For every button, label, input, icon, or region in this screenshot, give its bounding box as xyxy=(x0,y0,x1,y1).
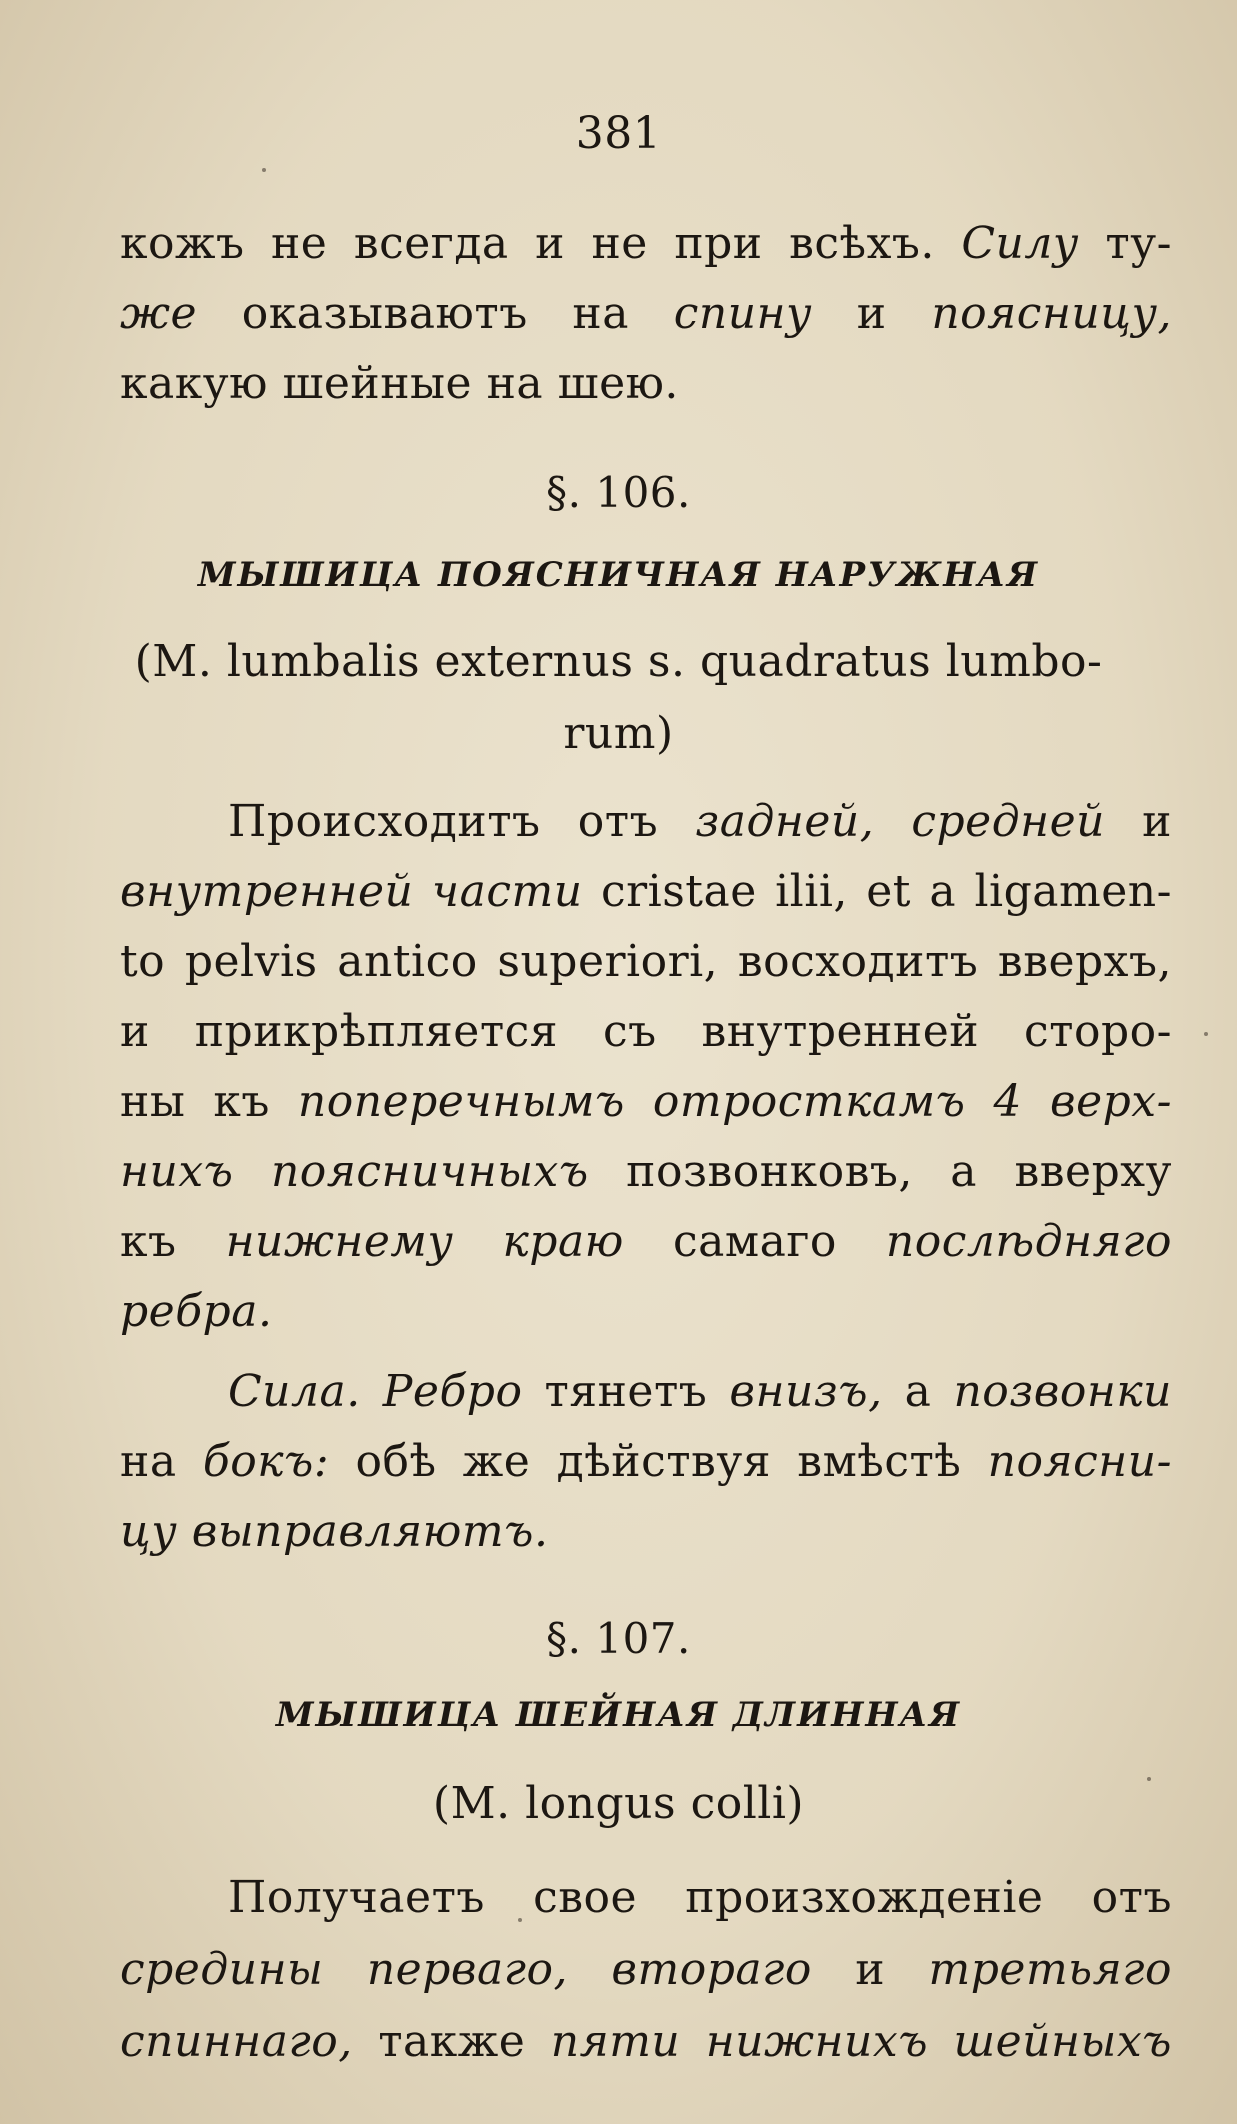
word: ligamen- xyxy=(974,866,1172,917)
paper-speck xyxy=(518,1918,522,1922)
word: не xyxy=(270,218,328,269)
word: позвонковъ, xyxy=(626,1146,913,1197)
text-line xyxy=(120,2016,1172,2067)
word: съ xyxy=(602,1006,657,1057)
text-line xyxy=(120,1944,1172,1995)
section-number: §. 107. xyxy=(546,1614,691,1663)
word: ilii, xyxy=(775,866,848,917)
word: и xyxy=(856,288,887,339)
section-number: §. 106. xyxy=(546,468,691,517)
word: тянетъ xyxy=(544,1366,708,1417)
word: не xyxy=(591,218,648,269)
word: всѣхъ. xyxy=(789,218,935,269)
word: а xyxy=(950,1146,978,1197)
word: cristae xyxy=(600,866,757,917)
italic-word: спину xyxy=(673,288,813,339)
italic-word: нижнему xyxy=(225,1216,454,1267)
word: внутренней xyxy=(701,1006,980,1057)
text-line xyxy=(120,218,1172,269)
word: вверху xyxy=(1014,1146,1172,1197)
word: отъ xyxy=(1091,1872,1172,1923)
paper-speck xyxy=(1204,1032,1208,1036)
word: также xyxy=(378,2016,526,2067)
word: и xyxy=(1142,796,1172,847)
italic-word: задней, xyxy=(695,796,875,847)
latin-name: (M. longus colli) xyxy=(432,1778,805,1829)
word: и xyxy=(535,218,565,269)
italic-word: Ребро xyxy=(382,1366,523,1417)
word: на xyxy=(120,1436,177,1487)
word: кожъ xyxy=(120,218,245,269)
word: Получаетъ xyxy=(228,1872,485,1923)
word: къ xyxy=(213,1076,270,1127)
italic-word: третьяго xyxy=(928,1944,1172,1995)
word: обѣ xyxy=(355,1436,437,1487)
text-line xyxy=(120,1506,549,1557)
text-line xyxy=(120,1286,273,1337)
word: какую xyxy=(120,358,268,409)
text-line xyxy=(120,1146,1172,1197)
italic-word: отросткамъ xyxy=(652,1076,966,1127)
italic-word: цу xyxy=(120,1506,178,1557)
italic-word: нижнихъ xyxy=(705,2016,929,2067)
text-line xyxy=(120,358,679,409)
word: pelvis xyxy=(184,936,318,987)
word: свое xyxy=(533,1872,638,1923)
text-line xyxy=(120,866,1172,917)
word: ны xyxy=(120,1076,186,1127)
word: et xyxy=(866,866,911,917)
word: прикрѣпляется xyxy=(194,1006,559,1057)
text-line xyxy=(120,1216,1172,1267)
word: antico xyxy=(337,936,478,987)
word: а xyxy=(904,1366,932,1417)
paper-speck xyxy=(1147,1777,1151,1781)
word: и xyxy=(120,1006,150,1057)
italic-word: поясни- xyxy=(987,1436,1172,1487)
word: вмѣстѣ xyxy=(797,1436,962,1487)
word: восходитъ xyxy=(737,936,979,987)
italic-word: части xyxy=(431,866,583,917)
latin-name: (M. lumbalis externus s. quadratus lumbo- xyxy=(134,636,1103,687)
word: на xyxy=(572,288,629,339)
italic-word: средней xyxy=(911,796,1105,847)
word: къ xyxy=(120,1216,177,1267)
word: шейные xyxy=(282,358,473,409)
italic-word: верх- xyxy=(1049,1076,1172,1127)
italic-word: позвонки xyxy=(953,1366,1172,1417)
word: при xyxy=(674,218,763,269)
word: самаго xyxy=(672,1216,837,1267)
text-line xyxy=(120,1436,1172,1487)
section-heading: МЫШИЦА ПОЯСНИЧНАЯ НАРУЖНАЯ xyxy=(197,555,1040,595)
italic-word: Силу xyxy=(961,218,1079,269)
italic-word: средины xyxy=(120,1944,324,1995)
text-line xyxy=(120,936,1172,987)
word: дѣйствуя xyxy=(556,1436,771,1487)
italic-word: послѣдняго xyxy=(885,1216,1172,1267)
section-heading: МЫШИЦА ШЕЙНАЯ ДЛИННАЯ xyxy=(275,1695,962,1735)
word: a xyxy=(929,866,957,917)
text-line xyxy=(120,288,1172,339)
italic-word: ребра. xyxy=(120,1286,273,1337)
word: оказываютъ xyxy=(241,288,528,339)
italic-word: поперечнымъ xyxy=(297,1076,625,1127)
word: сторо- xyxy=(1024,1006,1172,1057)
word: отъ xyxy=(577,796,659,847)
word: и xyxy=(855,1944,886,1995)
word: superiori, xyxy=(497,936,719,987)
italic-word: краю xyxy=(502,1216,624,1267)
italic-word: внизъ, xyxy=(729,1366,883,1417)
text-line xyxy=(120,1006,1172,1057)
italic-word: поясничныхъ xyxy=(270,1146,589,1197)
italic-word: же xyxy=(120,288,198,339)
word: Происходитъ xyxy=(228,796,541,847)
italic-word: перваго, xyxy=(366,1944,568,1995)
word: произхожденіе xyxy=(685,1872,1044,1923)
italic-word: внутренней xyxy=(120,866,414,917)
italic-word: 4 xyxy=(993,1076,1022,1127)
word: вверхъ, xyxy=(997,936,1172,987)
italic-word: шейныхъ xyxy=(953,2016,1172,2067)
text-line xyxy=(228,796,1172,847)
word: to xyxy=(120,936,166,987)
italic-word: бокъ: xyxy=(202,1436,330,1487)
latin-name-continued: rum) xyxy=(563,708,674,759)
text-line xyxy=(228,1366,1172,1417)
word: шею. xyxy=(557,358,679,409)
italic-word: втораго xyxy=(611,1944,812,1995)
text-line xyxy=(228,1872,1172,1923)
italic-word: спиннаго, xyxy=(120,2016,353,2067)
paper-speck xyxy=(262,168,266,172)
italic-word: нихъ xyxy=(120,1146,234,1197)
page-number: 381 xyxy=(575,108,662,159)
italic-word: поясницу, xyxy=(931,288,1172,339)
italic-word: пяти xyxy=(550,2016,681,2067)
word: на xyxy=(486,358,544,409)
italic-word: Сила. xyxy=(228,1366,361,1417)
word: же xyxy=(462,1436,531,1487)
word: всегда xyxy=(353,218,509,269)
text-line xyxy=(120,1076,1172,1127)
italic-word: выправляютъ. xyxy=(191,1506,549,1557)
word: ту- xyxy=(1105,218,1172,269)
